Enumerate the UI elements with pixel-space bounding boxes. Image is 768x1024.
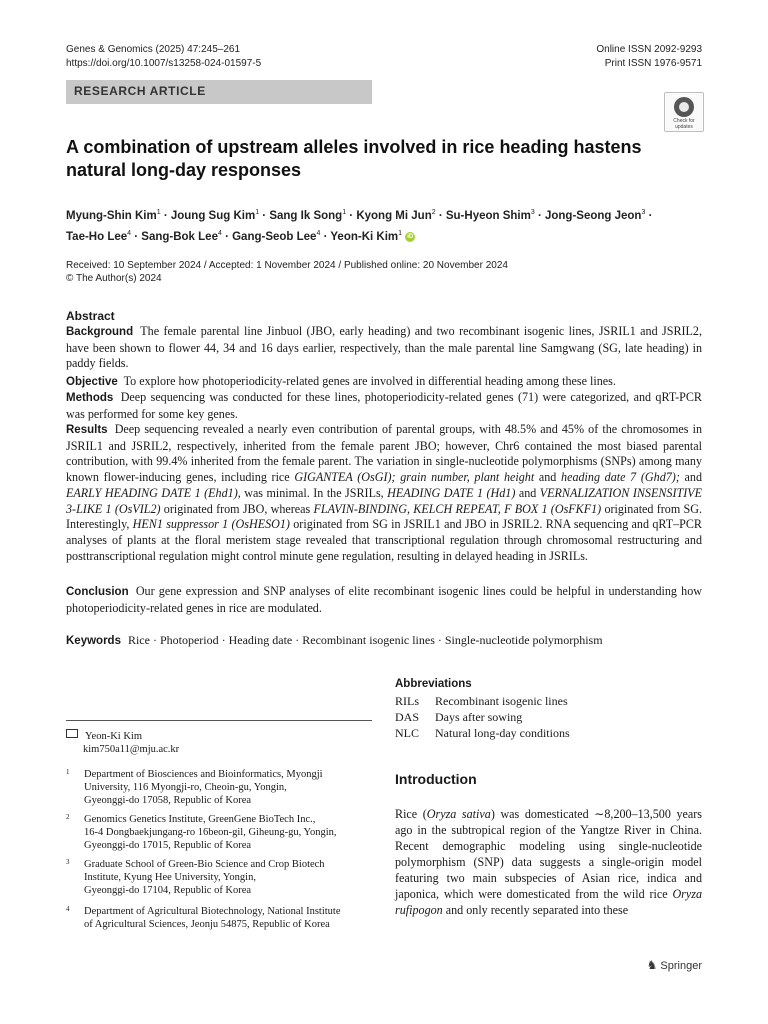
author-name[interactable]: Sang-Bok Lee$^4$ (141, 229, 222, 243)
journal-header (66, 43, 261, 71)
affiliation (66, 768, 366, 807)
results-text-run: originated from SG. Interestingly, (66, 501, 702, 532)
author-name[interactable]: Su-Hyeon Shim$^3$ (445, 209, 535, 222)
journal-citation: Genes & Genomics (2025) 47:245–261 (66, 44, 240, 55)
abbreviation-term: DAS (395, 710, 420, 724)
abbreviations (395, 678, 705, 741)
results-text-run: , was minimal. In the JSRILs, (237, 485, 388, 500)
conclusion-text: Our gene expression and SNP analyses of elite recombinant isogenic lines could be helpful in understanding how photoperiodicity-related genes in rice are modulated. (66, 584, 702, 615)
article-type-label: RESEARCH ARTICLE (74, 84, 206, 98)
affiliation-line: Gyeonggi-do 17058, Republic of Korea (84, 795, 252, 806)
results-text-run: and (515, 485, 540, 500)
author-affiliation-marker: 3 (641, 209, 646, 216)
footnote-divider (66, 720, 372, 721)
background-label: Background (66, 326, 134, 338)
corresponding-email[interactable]: kim750a11@mju.ac.kr (83, 744, 180, 755)
results-text-run: originated from JBO, whereas (160, 501, 314, 516)
abbreviations-heading: Abbreviations (395, 678, 472, 690)
abbreviation-definition: Recombinant isogenic lines (435, 694, 568, 708)
results-text-run: and (679, 470, 702, 485)
issn-print: Print ISSN 1976-9571 (604, 58, 702, 69)
correspondence (66, 729, 179, 756)
affiliation-number: 1 (66, 768, 70, 776)
introduction-text-run: Oryza rufipogon (395, 887, 702, 917)
springer-horse-icon: ♞ (646, 958, 658, 972)
results-text-run: VERNALIZATION INSENSITIVE 3-LIKE 1 (OsVIL2) (66, 485, 703, 516)
results-text-run: heading date 7 (Ghd7); (561, 470, 680, 485)
history-dates: Received: 10 September 2024 / Accepted: 1 November 2024 / Published online: 20 November 2024 (66, 260, 508, 271)
affiliation (66, 858, 366, 897)
results-text-run: Deep sequencing revealed a nearly even contribution of parental groups, with 48.5% and 45% of the chromosomes in JSRIL1 and JSRIL2, respectively, inherited from the female parent JBO; however, Chr6 contained the most biased parental contribution, with 99.4% inherited from the female parent. The variation in single-nucleotide polymorphisms (SNPs) among many known flower-inducing genes, including rice (66, 422, 702, 485)
results-text-run: GIGANTEA (OsGI); grain number, plant height (294, 470, 535, 485)
background-text: The female parental line Jinbuol (JBO, early heading) and two recombinant isogenic lines, JSRIL1 and JSRIL2, have been shown to flower 44, 34 and 16 days earlier, respectively, than the male parental line Samgwang (SG, late heading) in paddy fields. (66, 324, 702, 371)
author-name[interactable]: Kyong Mi Jun$^2$ (356, 209, 436, 222)
keywords-text: Rice · Photoperiod · Heading date · Recombinant isogenic lines · Single-nucleotide polymorphism (127, 633, 603, 647)
author-name[interactable]: Sang Ik Song$^1$ (269, 209, 347, 222)
abbreviation-term: NLC (395, 726, 419, 740)
objective-text: To explore how photoperiodicity-related genes are involved in differential heading among these lines. (123, 374, 616, 388)
methods-label: Methods (66, 392, 114, 404)
abbreviation-definition: Days after sowing (435, 710, 523, 724)
affiliation-line: Graduate School of Green-Bio Science and Crop Biotech (84, 859, 325, 870)
affiliation-line: 16-4 Dongbaekjungang-ro 16beon-gil, Giheung-gu, Yongin, (84, 827, 337, 838)
author-affiliation-marker: 4 (217, 229, 222, 237)
orcid-icon[interactable]: iD (407, 233, 414, 240)
author-name[interactable]: Myung-Shin Kim$^1$ (66, 209, 161, 222)
methods-text: Deep sequencing was conducted for these lines, photoperiodicity-related genes (71) were categorized, and qRT-PCR was performed for some key genes. (66, 390, 702, 421)
affiliation-number: 4 (66, 905, 70, 913)
abbreviation-row (395, 693, 705, 709)
corresponding-author: Yeon-Ki Kim (85, 731, 142, 742)
article-type-banner (66, 80, 372, 104)
abstract-heading: Abstract (66, 309, 115, 323)
author-affiliation-marker: 3 (530, 209, 535, 216)
affiliation-number: 2 (66, 813, 70, 821)
introduction-text-run: Oryza sativa (426, 807, 491, 821)
objective-label: Objective (66, 376, 118, 388)
publication-dates (66, 259, 508, 285)
abbreviation-row (395, 725, 705, 741)
abstract-methods (66, 390, 702, 422)
abstract-conclusion (66, 584, 702, 616)
results-text-run: and (534, 470, 562, 485)
affiliation-line: Gyeonggi-do 17015, Republic of Korea (84, 840, 252, 851)
keywords (66, 633, 603, 648)
affiliation-number: 3 (66, 858, 70, 866)
article-title: A combination of upstream alleles involved in rice heading hastens natural long-day responses (66, 137, 642, 180)
envelope-icon (66, 729, 78, 738)
doi-link[interactable]: https://doi.org/10.1007/s13258-024-01597-5 (66, 58, 262, 69)
results-text-run: HEN1 suppressor 1 (OsHESO1) (132, 517, 290, 532)
abbreviation-term: RILs (395, 694, 419, 708)
check-updates-icon (674, 97, 694, 117)
author-list: Myung-Shin Kim$^1$ · Joung Sug Kim$^1$ · Sang Ik Song$^1$ · Kyong Mi Jun$^2$ · Su-Hyeon Shim$^3$ · Jong-Seong Jeon$^3$ · Tae-Ho Lee$^4$ · Sang-Bok Lee$^4$ · Gang-Seob Lee$^4$ · Yeon-Ki Kim$^1$ iD (66, 209, 653, 243)
author-affiliation-marker: 1 (342, 209, 347, 216)
author-affiliation-marker: 1 (156, 209, 161, 216)
author-name[interactable]: Gang-Seob Lee$^4$ (232, 229, 321, 243)
introduction-paragraph (395, 806, 702, 918)
affiliation-line: Department of Biosciences and Bioinformatics, Myongji (84, 769, 323, 780)
affiliation-line: Genomics Genetics Institute, GreenGene BioTech Inc., (84, 814, 316, 825)
author-affiliation-marker: 4 (127, 229, 132, 237)
affiliation-line: Gyeonggi-do 17104, Republic of Korea (84, 885, 252, 896)
affiliation-line: Institute, Kyung Hee University, Yongin, (84, 872, 256, 883)
abstract-background (66, 324, 702, 372)
check-for-updates-button[interactable] (664, 92, 704, 132)
author-name[interactable]: Tae-Ho Lee$^4$ (66, 229, 132, 243)
affiliation (66, 905, 366, 931)
abbreviation-definition: Natural long-day conditions (435, 726, 570, 740)
author-affiliation-marker: 4 (316, 229, 321, 237)
author-affiliation-marker: 1 (255, 209, 260, 216)
conclusion-label: Conclusion (66, 586, 129, 598)
introduction-text-run: ) was domesticated ∼8,200–13,500 years ago in the subtropical region of the Yangtze River in China. Recent demographic modeling using single-nucleotide polymorphism (SNP) data suggests a single-origin model featuring two main subspecies of Asian rice, indica and japonica, which were domesticated from the wild rice (395, 807, 702, 901)
publisher-logo (647, 958, 702, 972)
introduction-text-run: and only recently separated into these (442, 903, 629, 917)
abbreviation-row (395, 709, 705, 725)
results-label: Results (66, 424, 108, 436)
issn-block (596, 43, 702, 71)
introduction-text-run: Rice ( (395, 807, 427, 821)
results-text-run: FLAVIN-BINDING, KELCH REPEAT, F BOX 1 (OsFKF1) (313, 501, 602, 516)
introduction-heading: Introduction (395, 771, 477, 787)
copyright: © The Author(s) 2024 (66, 273, 162, 284)
affiliation-line: Department of Agricultural Biotechnology, National Institute (84, 906, 341, 917)
issn-online: Online ISSN 2092-9293 (596, 44, 702, 55)
affiliation-line: University, 116 Myongji-ro, Cheoin-gu, Yongin, (84, 782, 287, 793)
affiliation-line: of Agricultural Sciences, Jeonju 54875, Republic of Korea (84, 919, 330, 930)
author-name[interactable]: Jong-Seong Jeon$^3$ (544, 209, 646, 222)
results-text (66, 422, 702, 563)
abstract-objective (66, 374, 702, 391)
results-text-run: HEADING DATE 1 (Hd1) (387, 485, 516, 500)
author-name[interactable]: Yeon-Ki Kim$^1$ (330, 229, 403, 243)
abstract-results (66, 422, 702, 564)
check-updates-label: Check for updates (673, 118, 695, 130)
results-text-run: originated from SG in JSRIL1 and JBO in JSRIL2. RNA sequencing and qRT–PCR analyses of plants at the floral meristem stage revealed that transcriptional regulation through chromosomal restructuring and posttranscriptional regulation might control minute gene regulation, resulting in delayed heading in JSRILs. (66, 517, 703, 563)
author-affiliation-marker: 2 (431, 209, 436, 216)
affiliation (66, 813, 366, 852)
author-name[interactable]: Joung Sug Kim$^1$ (170, 209, 260, 222)
author-affiliation-marker: 1 (398, 229, 403, 237)
results-text-run: EARLY HEADING DATE 1 (Ehd1) (66, 485, 238, 500)
publisher-name: Springer (660, 960, 702, 972)
keywords-label: Keywords (66, 635, 121, 647)
